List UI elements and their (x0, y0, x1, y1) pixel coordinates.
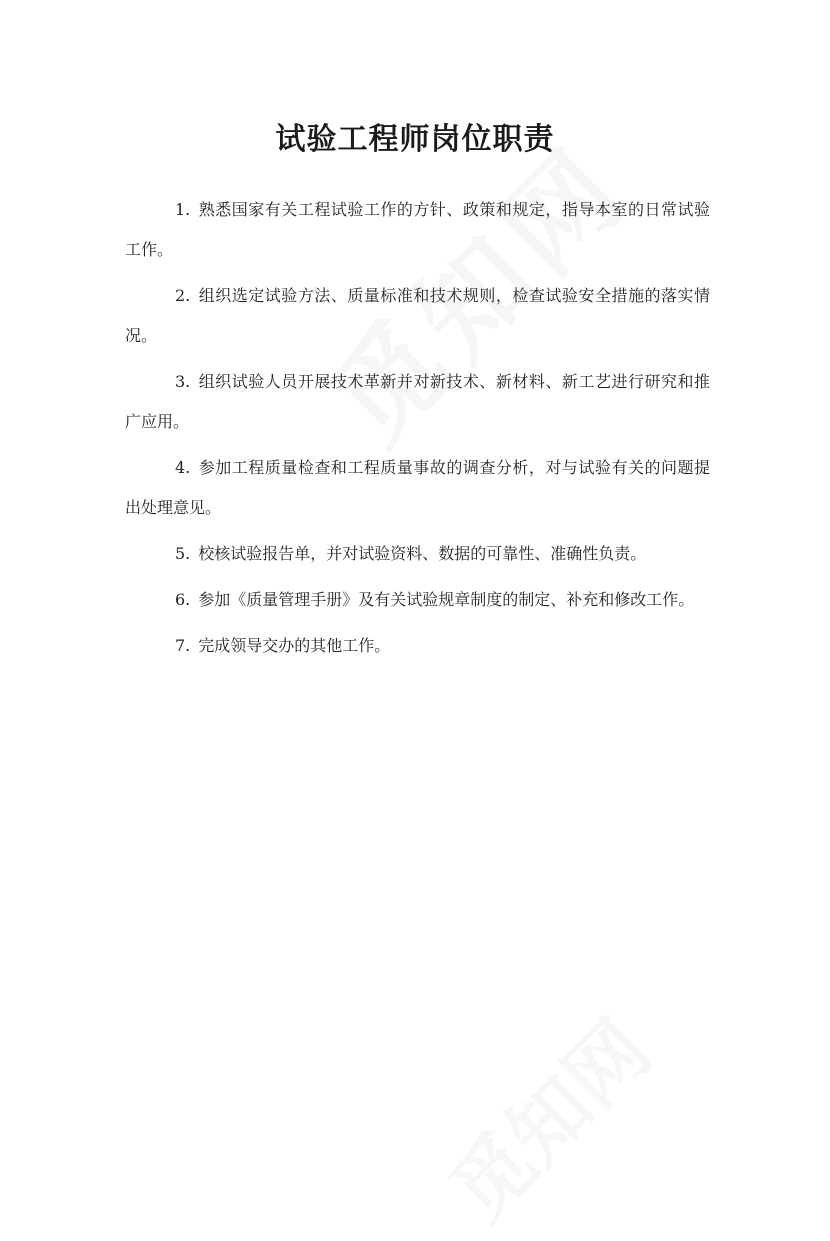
item-text: 校核试验报告单，并对试验资料、数据的可靠性、准确性负责。 (198, 544, 647, 563)
item-text: 组织试验人员开展技术革新并对新技术、新材料、新工艺进行研究和推广应用。 (125, 372, 710, 431)
item-number: 7. (175, 636, 191, 655)
item-number: 1. (175, 200, 191, 219)
list-item (125, 190, 710, 270)
duties-list (125, 190, 710, 672)
item-number: 2. (175, 286, 191, 305)
item-number: 3. (175, 372, 191, 391)
item-number: 4. (175, 458, 191, 477)
watermark-bottom (420, 990, 671, 1241)
list-item (125, 448, 710, 528)
item-text: 组织选定试验方法、质量标准和技术规则，检查试验安全措施的落实情况。 (125, 286, 710, 345)
item-number: 5. (175, 544, 191, 563)
item-number: 6. (175, 590, 191, 609)
item-text: 参加《质量管理手册》及有关试验规章制度的制定、补充和修改工作。 (198, 590, 695, 609)
item-text: 完成领导交办的其他工作。 (198, 636, 391, 655)
list-item (125, 276, 710, 356)
list-item (125, 534, 710, 574)
list-item (125, 362, 710, 442)
list-item (125, 626, 710, 666)
item-text: 熟悉国家有关工程试验工作的方针、政策和规定，指导本室的日常试验工作。 (125, 200, 710, 259)
document-title: 试验工程师岗位职责 (275, 122, 555, 157)
list-item (125, 580, 710, 620)
item-text: 参加工程质量检查和工程质量事故的调查分析，对与试验有关的问题提出处理意见。 (125, 458, 710, 517)
